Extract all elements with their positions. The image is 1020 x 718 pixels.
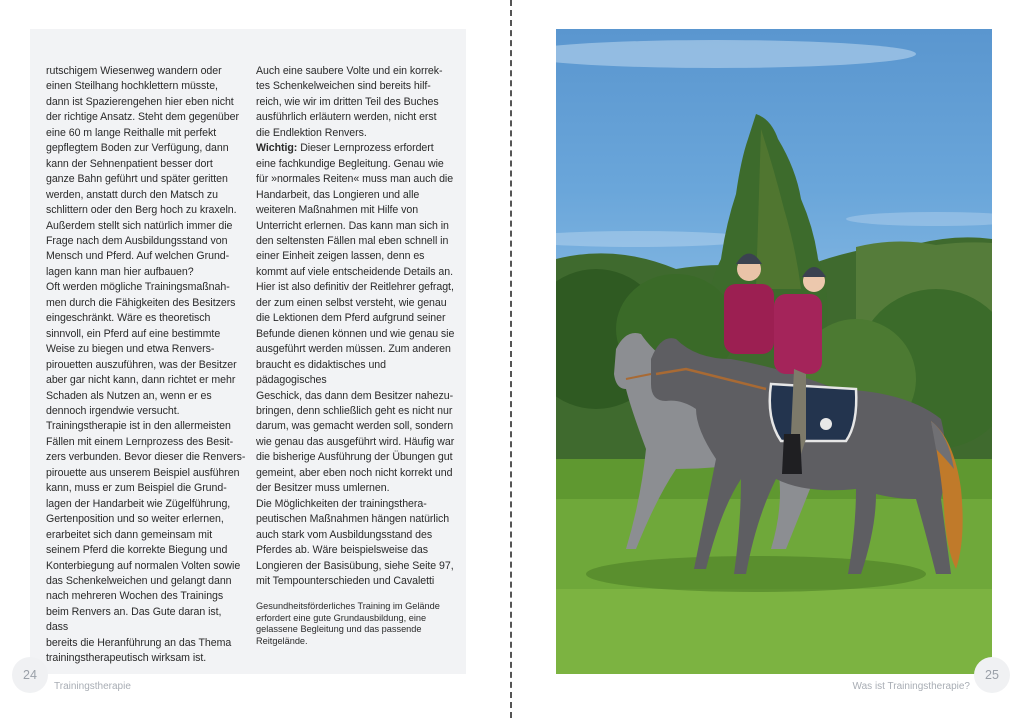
body-text-line: Gertenposition und so weiter erlernen, — [46, 513, 224, 526]
body-text-line: eingeschränkt. Wäre es theoretisch — [46, 312, 211, 325]
caption-line: erfordert eine gute Grundausbildung, eine — [256, 612, 427, 623]
body-text-line: seinem Pferd die korrekte Biegung und — [46, 544, 228, 557]
body-text-line: der richtige Ansatz. Steht dem gegenüber — [46, 111, 239, 124]
body-text-line: Trainingstherapie ist in den allermeisten — [46, 420, 231, 433]
body-text-line: Die Möglichkeiten der trainingsthera- — [256, 497, 427, 510]
body-text-line: Hier ist also definitiv der Reitlehrer gefragt, — [256, 281, 454, 294]
body-text-line: aber gar nicht kann, dann richtet er mehr — [46, 374, 236, 387]
body-text-line: Frage nach dem Ausbildungsstand von — [46, 234, 228, 247]
body-text-line: wie genau das ausgeführt wird. Häufig war — [256, 435, 455, 448]
body-text-line: pirouette aus unserem Beispiel ausführen — [46, 466, 240, 479]
body-text-line: trainingstherapeutisch wirksam ist. — [46, 652, 207, 665]
body-text-line: die Endlektion Renvers. — [256, 126, 367, 139]
page-number-left: 24 — [12, 657, 48, 693]
body-text-line: schlittern oder den Berg hoch zu kraxeln. — [46, 204, 237, 217]
body-text-line: das Schenkelweichen und gelangt dann — [46, 574, 232, 587]
body-text-line: Auch eine saubere Volte und ein korrek- — [256, 65, 443, 77]
body-text-line: der zum einen selbst versteht, wie genau — [256, 296, 447, 309]
body-text-line: Pferdes ab. Wäre beispielsweise das — [256, 544, 428, 557]
caption-line: gelassene Begleitung und das passende — [256, 624, 422, 635]
body-text-line: eine 60 m lange Reithalle mit perfekt — [46, 126, 217, 139]
body-text-line: Mensch und Pferd. Auf welchen Grund- — [46, 250, 230, 263]
body-text-line: peutischen Maßnahmen hängen natürlich — [256, 513, 450, 526]
text-panel — [30, 29, 466, 674]
body-text-line: die bisherige Ausführung der Übungen gut — [256, 451, 453, 464]
body-text-line: mit Tempounterschieden und Cavaletti — [256, 574, 435, 587]
running-head-left: Trainingstherapie — [54, 681, 131, 692]
text-column-2 — [256, 64, 456, 589]
body-text-line: lagen der Handarbeit wie Zügelführung, — [46, 497, 231, 510]
body-text-line: Fällen mit einem Lernprozess des Besit- — [46, 435, 234, 448]
body-text-line: die Lektionen dem Pferd aufgrund seiner — [256, 312, 446, 325]
body-text-line: Konterbiegung auf normalen Volten sowie — [46, 559, 241, 572]
body-text-line: einer Einheit zeigen lassen, denn es — [256, 250, 425, 263]
body-text-line: reich, wie wir im dritten Teil des Buches — [256, 95, 439, 108]
body-text-line: kommt auf viele entscheidende Details an. — [256, 265, 453, 278]
body-text-line: zers verbunden. Bevor dieser die Renvers- — [46, 451, 246, 464]
body-text-line: kann, muss er zum Beispiel die Grund- — [46, 482, 227, 495]
body-text-line: erarbeitet sich dann gemeinsam mit — [46, 528, 213, 541]
body-text-line: tes Schenkelweichen sind bereits hilf- — [256, 80, 431, 93]
photo-illustration — [556, 29, 992, 674]
body-text-line: ganze Bahn geführt und später geritten — [46, 173, 228, 186]
running-head-right: Was ist Trainingstherapie? — [852, 681, 970, 692]
body-text-line: Handarbeit, das Longieren und alle — [256, 188, 420, 201]
body-text-line: darum, was gemacht werden soll, sondern — [256, 420, 454, 433]
body-text-line: kann der Sehnenpatient besser dort — [46, 157, 213, 170]
caption-line: Gesundheitsförderliches Training im Gelände — [256, 601, 440, 611]
body-text-line: Befunde dienen können und wie genau sie — [256, 327, 455, 340]
body-text-line: bringen, denn schließlich geht es nicht nur — [256, 404, 453, 417]
body-text-line: rutschigem Wiesenweg wandern oder — [46, 65, 222, 77]
body-text-line: werden, anstatt durch den Matsch zu — [46, 188, 218, 201]
body-text-line: ausgeführt werden müssen. Zum anderen — [256, 343, 451, 356]
riders-photo — [556, 29, 992, 674]
body-text-line: den seltensten Fällen mal eben schnell in — [256, 234, 449, 247]
body-text-line: weiteren Maßnahmen mit Hilfe von — [256, 204, 419, 217]
page-number-right: 25 — [974, 657, 1010, 693]
caption-line: Reitgelände. — [256, 635, 308, 646]
important-text: Dieser Lernprozess erfordert — [297, 142, 434, 155]
body-text-line: auch stark vom Ausbildungsstand des — [256, 528, 433, 541]
body-text-line: Weise zu biegen und etwa Renvers- — [46, 343, 215, 356]
body-text-line: Oft werden mögliche Trainingsmaßnah- — [46, 281, 230, 294]
body-text-line: men durch die Fähigkeiten des Besitzers — [46, 296, 236, 309]
body-text-line: einen Steilhang hochklettern müsste, — [46, 80, 218, 93]
body-text-line: Außerdem stellt sich natürlich immer die — [46, 219, 233, 232]
text-column-1 — [46, 64, 246, 667]
spread-gutter-divider — [510, 0, 512, 718]
body-text-line: bereits die Heranführung an das Thema — [46, 636, 232, 649]
photo-caption — [256, 601, 456, 647]
body-text-line: gepflegtem Boden zur Verfügung, dann — [46, 142, 229, 155]
body-text-line: Geschick, das dann dem Besitzer nahezu- — [256, 389, 454, 402]
important-label: Wichtig: — [256, 142, 298, 155]
body-text-line: lagen kann man hier aufbauen? — [46, 265, 194, 278]
body-text-line: sinnvoll, ein Pferd auf eine bestimmte — [46, 327, 221, 340]
body-text-line: beim Renvers an. Das Gute daran ist, dass — [46, 605, 222, 634]
body-text-line: gemeint, aber eben noch nicht korrekt und — [256, 466, 453, 479]
body-text-line: dann ist Spazierengehen hier eben nicht — [46, 95, 234, 108]
body-text-line: Schaden als Nutzen an, wenn er es — [46, 389, 212, 402]
body-text-line: eine fachkundige Begleitung. Genau wie — [256, 157, 444, 170]
important-paragraph-start — [256, 141, 456, 156]
body-text-line: braucht es didaktisches und pädagogisches — [256, 358, 386, 387]
body-text-line: für »normales Reiten« muss man auch die — [256, 173, 454, 186]
body-text-line: dennoch irgendwie versucht. — [46, 404, 180, 417]
body-text-line: der Besitzer muss umlernen. — [256, 482, 390, 495]
body-text-line: Longieren der Basisübung, siehe Seite 97, — [256, 559, 454, 572]
body-text-line: pirouetten auszuführen, was der Besitzer — [46, 358, 237, 371]
body-text-line: Unterricht erlernen. Das kann man sich in — [256, 219, 449, 232]
body-text-line: nach mehreren Wochen des Trainings — [46, 590, 224, 603]
body-text-line: ausführlich erläutern werden, nicht erst — [256, 111, 437, 124]
